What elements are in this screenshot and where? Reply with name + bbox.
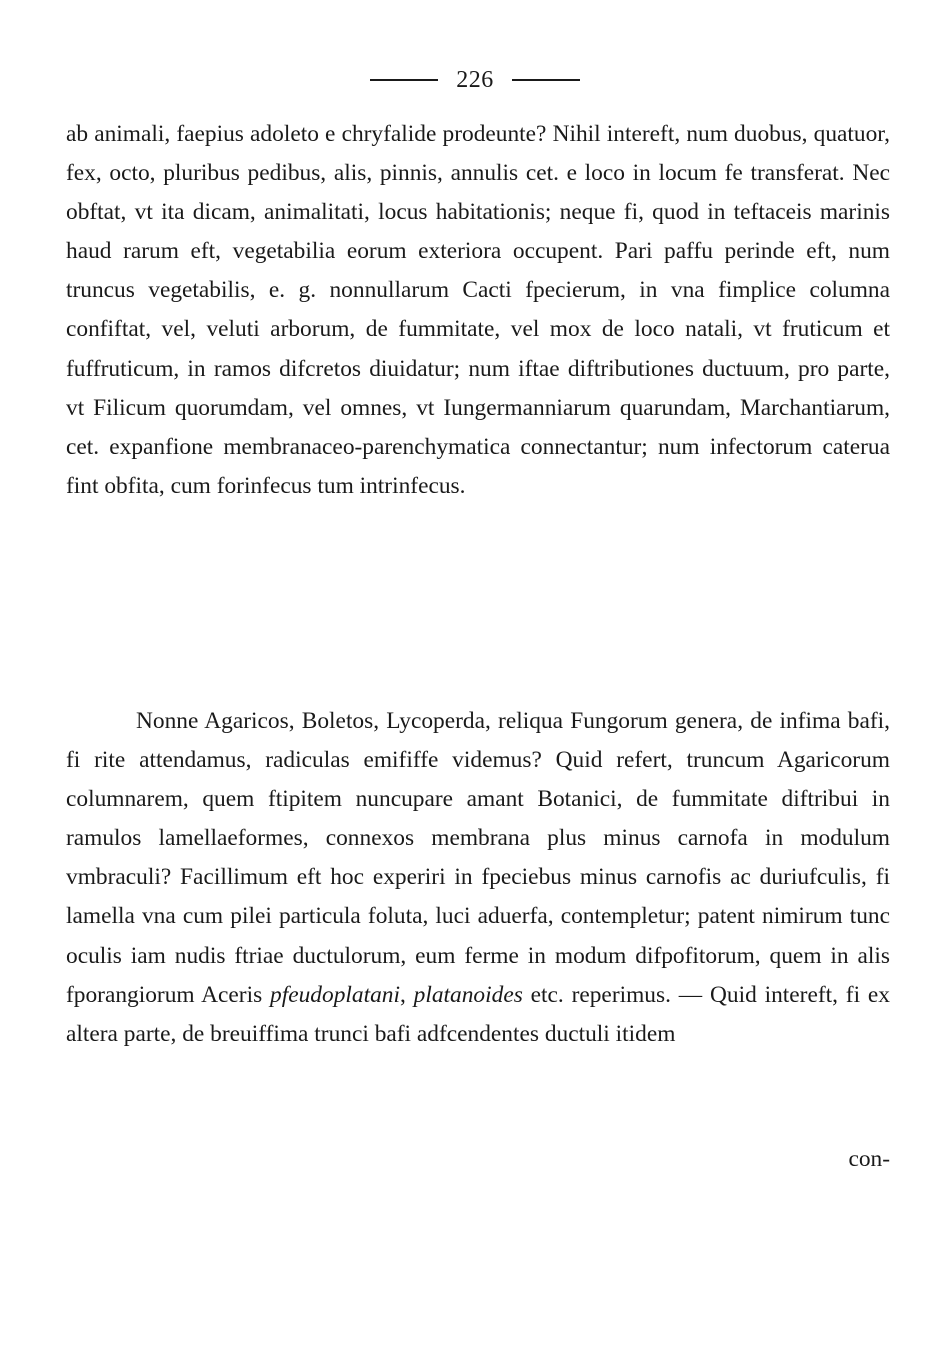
page-header [0, 62, 950, 98]
species-name-platanoides: platanoides [413, 981, 523, 1008]
paragraph-2-separator: , [399, 981, 414, 1008]
paragraph-2-text-a: Nonne Agaricos, Boletos, Lycoperda, reliqua Fungorum genera, de infima bafi, fi rite attendamus, radiculas emififfe videmus? Quid refert, truncum Agaricorum columnarem, quem ftipitem nuncupare amant Botanici, de fummitate diftribui in ramulos lamellaeformes, connexos membrana plus minus carnofa in modulum vmbraculi? Facillimum eft hoc experiri in fpeciebus minus carnofis ac duriufculis, fi lamella vna cum pilei particula foluta, luci aduerfa, contempletur; patent nimirum tunc oculis iam nudis ftriae ductulorum, eum ferme in modum difpofitorum, quem in alis fporangiorum Aceris [66, 708, 890, 1008]
species-name-pseudoplatani: pfeudoplatani [270, 981, 400, 1008]
right-rule [512, 79, 580, 81]
catchword: con- [848, 1146, 890, 1172]
left-rule [370, 79, 438, 81]
paragraph-1 [66, 115, 890, 506]
paragraph-1-text: ab animali, faepius adoleto e chryfalide prodeunte? Nihil intereft, num duobus, quatuor, fex, octo, pluribus pedibus, alis, pinnis, annulis cet. e loco in locum fe transferat. Nec obftat, vt ita dicam, animalitati, locus habitationis; neque fi, quod in teftaceis marinis haud rarum eft, vegetabilia eorum exteriora occupent. Pari paffu perinde eft, num truncus vegetabilis, e. g. nonnullarum Cacti fpecierum, in vna fimplice columna confiftat, vel, veluti arborum, de fummitate, vel mox de loco natali, vt fruticum et fuffruticum, in ramos difcretos diuidatur; num iftae diftributiones ductuum, pro parte, vt Filicum quorumdam, vel omnes, vt Iungermanniarum quarundam, Marchantiarum, cet. expanfione membranaceo-parenchymatica connectantur; num infectorum caterua fint obfita, cum forinfecus tum intrinfecus. [66, 121, 890, 499]
paragraph-2-text-b: etc. reperimus. — Quid intereft, fi ex altera parte, de breuiffima trunci bafi adfcendentes ductuli itidem [66, 981, 890, 1047]
paragraph-2 [66, 702, 890, 1054]
page-number: 226 [456, 66, 494, 93]
